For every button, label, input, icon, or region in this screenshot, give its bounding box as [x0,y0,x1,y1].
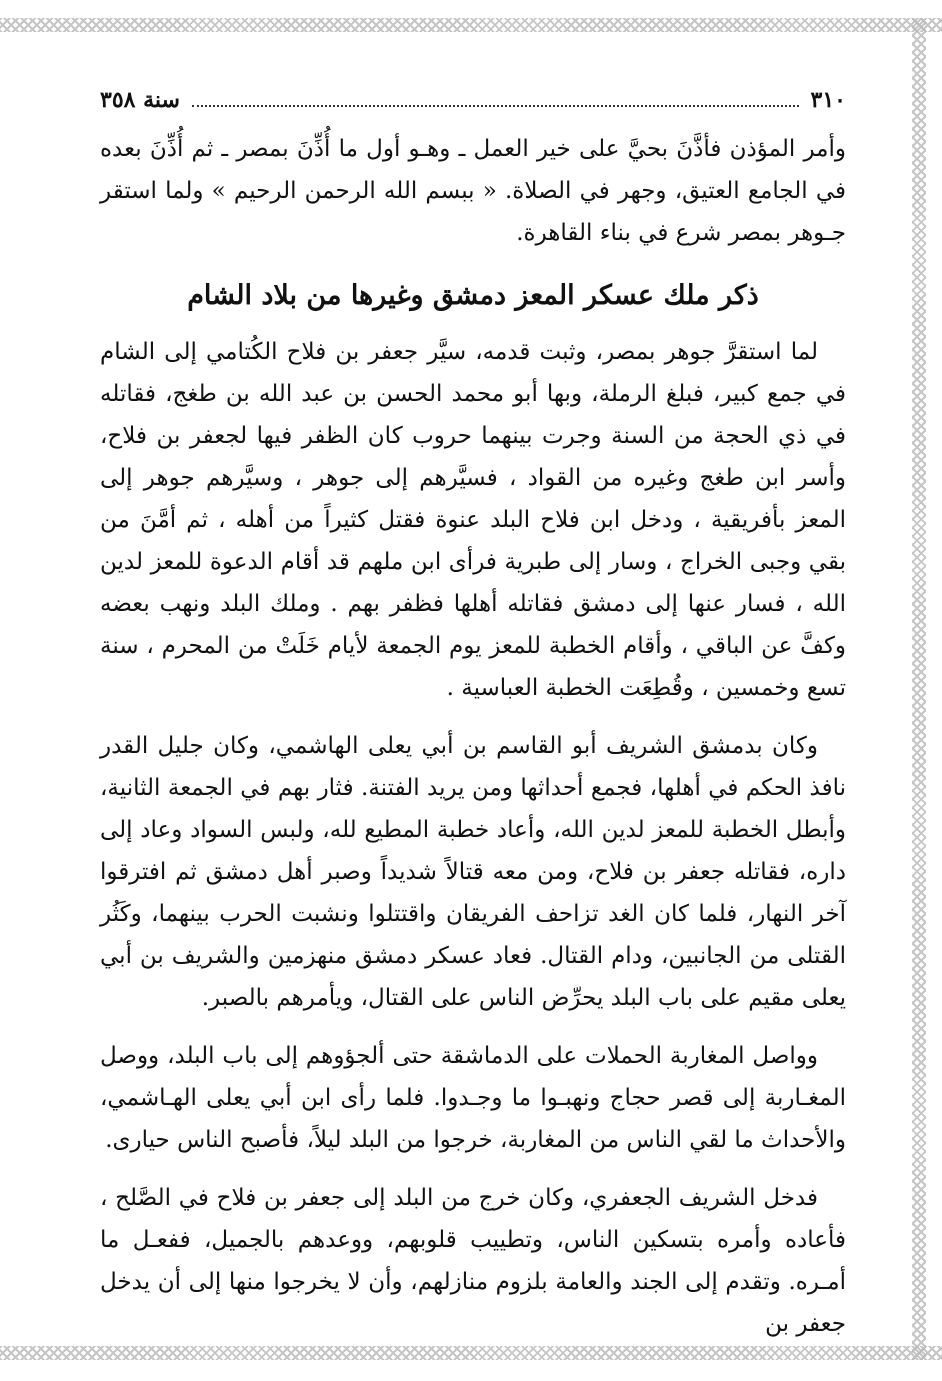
year-label: سنة ٣٥٨ [100,87,180,113]
intro-paragraph: وأمر المؤذن فأذَّنَ بحيَّ على خير العمل ـ وهـو أول ما أُذِّنَ بمصر ـ ثم أُذِّنَ بعده في الجامع العتيق، وجهر في الصلاة. « ببسم الله الرحمن الرحيم » ولما استقر جـوهر بمصر شرع في بناء القاهرة. [100,136,846,246]
page-number: ٣١٠ [810,87,846,113]
section-heading: ذكر ملك عسكر المعز دمشق وغيرها من بلاد الشام [187,280,759,311]
paragraph-3: وواصل المغاربة الحملات على الدماشقة حتى ألجؤوهم إلى باب البلد، ووصل المغـاربة إلى قصر حجاج ونهبـوا ما وجـدوا. فلما رأى ابن أبي يعلى الهـاشمي، والأحداث ما لقي الناس من المغاربة، خرجوا من البلد ليلاً، فأصبح الناس حيارى. [100,1043,846,1154]
book-page [100,82,846,1345]
page-border-top [0,18,942,32]
page-border-bottom [0,1346,942,1360]
running-header [100,82,846,118]
paragraph-4: فدخل الشريف الجعفري، وكان خرج من البلد إلى جعفر بن فلاح في الصَّلح ، فأعاده وأمره بتسكين الناس، وتطييب قلوبهم، ووعدهم بالجميل، ففعـل ما أمـره. وتقدم إلى الجند والعامة بلزوم منازلهم، وأن لا يخرجوا منها إلى أن يدخل جعفر بن [100,1185,846,1338]
paragraph-1: لما استقرَّ جوهر بمصر، وثبت قدمه، سيَّر جعفر بن فلاح الكُتامي إلى الشام في جمع كبير، فبلغ الرملة، وبها أبو محمد الحسن بن عبد الله بن طغج، فقاتله في ذي الحجة من السنة وجرت بينهما حروب كان الظفر فيها لجعفر بن فلاح، وأسر ابن طغج وغيره من القواد ، فسيَّرهم إلى جوهر ، وسيَّرهم جوهر إلى المعز بأفريقية ، ودخل ابن فلاح البلد عنوة فقتل كثيراً من أهله ، ثم أمَّنَ من بقي وجبى الخراج ، وسار إلى طبرية فرأى ابن ملهم قد أقام الدعوة للمعز لدين الله ، فسار عنها إلى دمشق فقاتله أهلها فظفر بهم . وملك البلد ونهب بعضه وكفَّ عن الباقي ، وأقام الخطبة للمعز يوم الجمعة لأيام خَلَتْ من المحرم ، سنة تسع وخمسين ، وقُطِعَت الخطبة العباسية . [100,339,846,702]
page-border-right [912,18,926,1360]
header-dotted-rule [192,93,799,107]
paragraph-2: وكان بدمشق الشريف أبو القاسم بن أبي يعلى الهاشمي، وكان جليل القدر نافذ الحكم في أهلها، فجمع أحداثها ومن يريد الفتنة. فثار بهم في الجمعة الثانية، وأبطل الخطبة للمعز لدين الله، وأعاد خطبة المطيع لله، ولبس السواد وعاد إلى داره، فقاتله جعفر بن فلاح، ومن معه قتالاً شديداً وصبر أهل دمشق ثم افترقوا آخر النهار، فلما كان الغد تزاحف الفريقان واقتتلوا ونشبت الحرب بينهما، وكَثُر القتلى من الجانبين، ودام القتال. فعاد عسكر دمشق منهزمين والشريف بن أبي يعلى مقيم على باب البلد يحرِّض الناس على القتال، ويأمرهم بالصبر. [100,733,846,1012]
